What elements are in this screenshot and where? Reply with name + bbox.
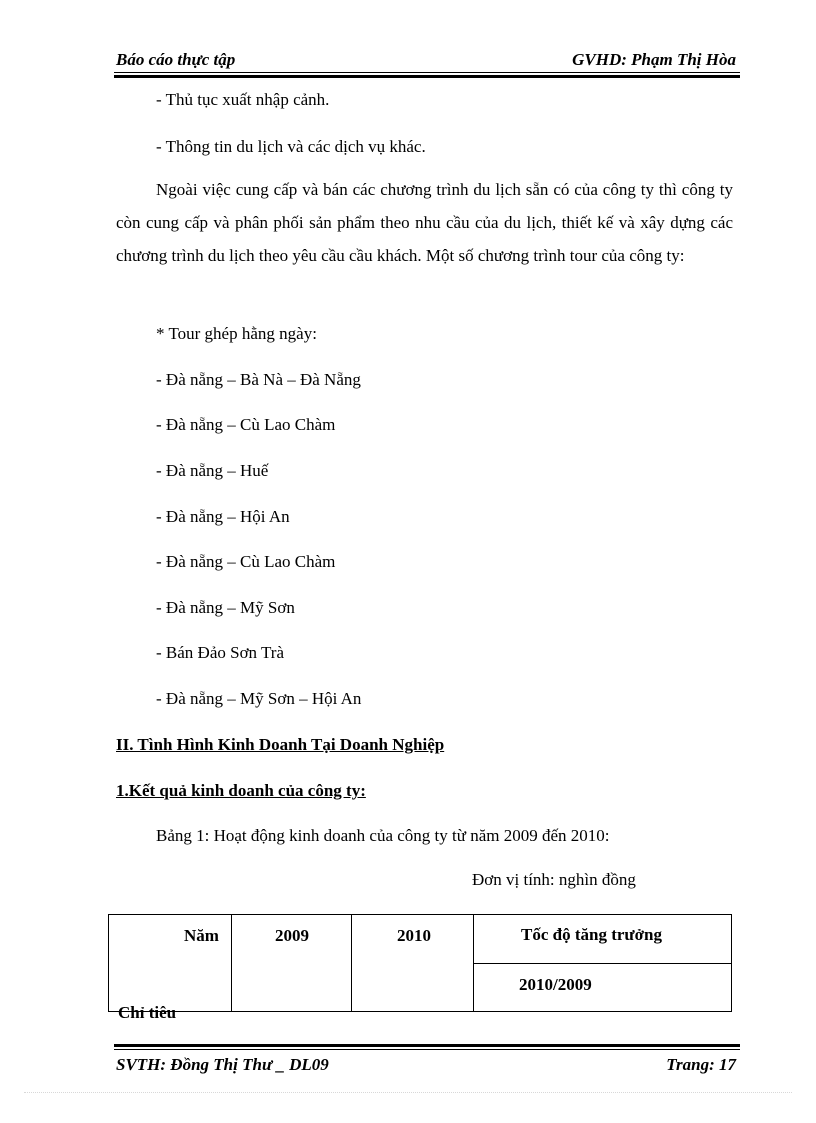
footer-student: SVTH: Đồng Thị Thư _ DL09 [116,1055,329,1074]
table-header-2010: 2010 [397,926,431,945]
header-divider-thin [114,72,740,73]
table-header-growth: Tốc độ tăng trưởng [521,925,662,944]
footer-page-number: Trang: 17 [666,1055,736,1074]
table-header-growth-ratio: 2010/2009 [519,975,592,994]
table-caption: Bảng 1: Hoạt động kinh doanh của công ty từ năm 2009 đến 2010: [156,826,610,845]
tour-item: - Đà nẵng – Mỹ Sơn [156,598,295,617]
tour-heading: * Tour ghép hằng ngày: [156,324,317,343]
bullet-line-immigration: - Thủ tục xuất nhập cảnh. [156,90,330,109]
header-advisor: GVHD: Phạm Thị Hòa [572,50,736,69]
table-col-divider [351,915,352,1011]
table-col-divider [231,915,232,1011]
table-header-year: Năm [184,926,219,945]
page-header [116,50,740,72]
page-edge-dotted-line [24,1092,792,1093]
tour-item: - Bán Đảo Sơn Trà [156,643,284,662]
page-footer [116,1055,736,1077]
tour-item: - Đà nẵng – Hội An [156,507,290,526]
footer-divider-thin [114,1049,740,1050]
tour-item: - Đà nẵng – Cù Lao Chàm [156,552,336,571]
business-results-table [108,914,732,1022]
tour-item: - Đà nẵng – Huế [156,461,269,480]
subsection-heading: 1.Kết quả kinh doanh của công ty: [116,781,366,800]
unit-label: Đơn vị tính: nghìn đồng [472,870,636,889]
body-paragraph: Ngoài việc cung cấp và bán các chương trình du lịch sẵn có của công ty thì công ty còn cung cấp và phân phối sản phẩm theo nhu cầu của du lịch, thiết kế và xây dựng các chương trình du lịch theo yêu cầu cầu khách. Một số chương trình tour của công ty: [116,180,733,265]
section-heading: II. Tình Hình Kinh Doanh Tại Doanh Nghiệp [116,735,445,754]
footer-divider-thick [114,1044,740,1047]
bullet-line-info: - Thông tin du lịch và các dịch vụ khác. [156,137,426,156]
tour-item: - Đà nẵng – Mỹ Sơn – Hội An [156,689,362,708]
table-header-indicator: Chỉ tiêu [118,1003,177,1022]
tour-item: - Đà nẵng – Cù Lao Chàm [156,415,336,434]
table-row-divider [473,963,731,964]
header-divider-thick [114,75,740,78]
table-header-2009: 2009 [275,926,309,945]
header-title: Báo cáo thực tập [116,50,236,69]
tour-item: - Đà nẵng – Bà Nà – Đà Nẵng [156,370,361,389]
